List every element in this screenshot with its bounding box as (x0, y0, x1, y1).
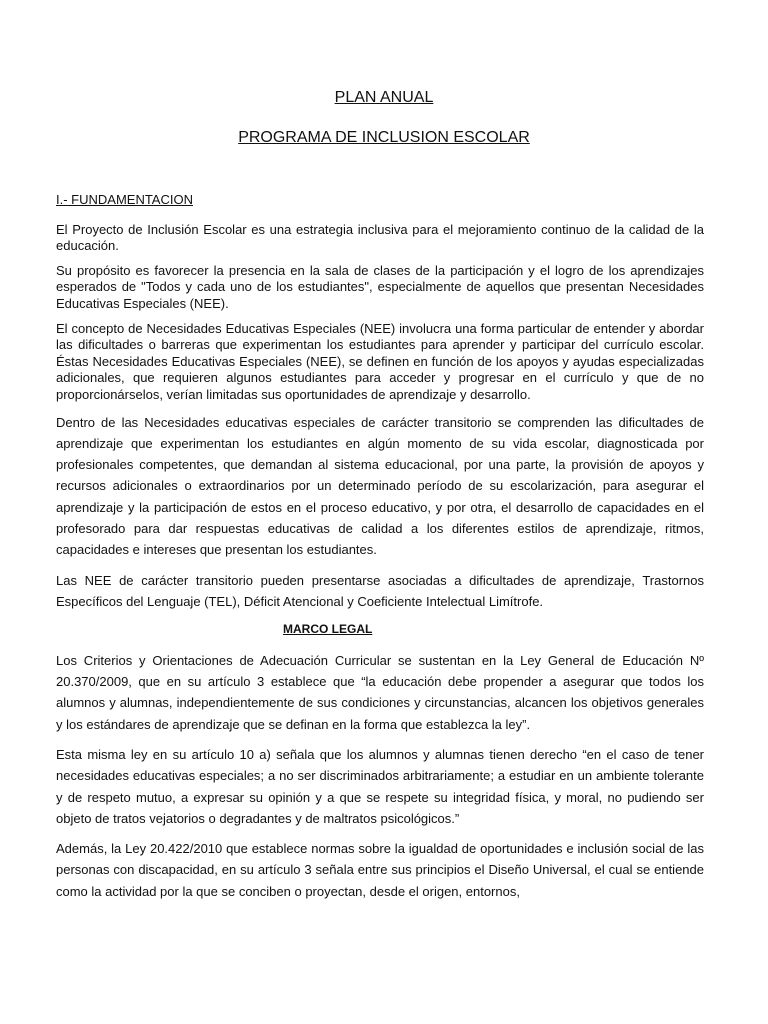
paragraph: Su propósito es favorecer la presencia en la sala de clases de la participación y el logro de los aprendizajes esperados de "Todos y cada uno de los estudiantes", especialmente de aquellos que presentan Necesidades Educativas Especiales (NEE). (56, 262, 704, 311)
paragraph: Además, la Ley 20.422/2010 que establece normas sobre la igualdad de oportunidades e inclusión social de las personas con discapacidad, en su artículo 3 señala entre sus principios el Diseño Universal, el cual se entiende como la actividad por la que se conciben o proyectan, desde el origen, entornos, (56, 841, 704, 899)
paragraph: Los Criterios y Orientaciones de Adecuación Curricular se sustentan en la Ley General de Educación Nº 20.370/2009, que en su artículo 3 establece que “la educación debe propender a asegurar que todos los alumnos y alumnas, independientemente de sus condiciones y circunstancias, alcancen los objetivos generales y los estándares de aprendizaje que se definan en la forma que establezca la ley”. (56, 652, 704, 732)
document-body (56, 192, 704, 911)
paragraph: Dentro de las Necesidades educativas especiales de carácter transitorio se comprenden las dificultades de aprendizaje que experimentan los estudiantes en algún momento de su vida escolar, diagnosticada por profesionales competentes, que demandan al sistema educacional, por una parte, la provisión de apoyos y recursos adicionales o extraordinarios por un determinado período de su escolarización, para asegurar el aprendizaje y la participación de estos en el proceso educativo, y por otra, el desarrollo de capacidades en el profesorado para dar respuestas educativas de calidad a los diferentes estilos de aprendizaje, ritmos, capacidades e intereses que presentan los estudiantes. (56, 414, 704, 558)
document-subtitle: PROGRAMA DE INCLUSION ESCOLAR (238, 129, 530, 146)
section-heading-marco-legal: MARCO LEGAL (283, 622, 373, 637)
section-heading-fundamentacion: I.- FUNDAMENTACION (56, 192, 193, 207)
paragraph: El Proyecto de Inclusión Escolar es una estrategia inclusiva para el mejoramiento continuo de la calidad de la educación. (56, 221, 704, 254)
paragraph: Las NEE de carácter transitorio pueden presentarse asociadas a dificultades de aprendizaje, Trastornos Específicos del Lenguaje (TEL), Déficit Atencional y Coeficiente Intelectual Limítrofe. (56, 572, 704, 609)
document-title: PLAN ANUAL (334, 89, 434, 106)
paragraph: El concepto de Necesidades Educativas Especiales (NEE) involucra una forma particular de entender y abordar las dificultades o barreras que experimentan los estudiantes para aprender y participar del currículo escolar. Éstas Necesidades Educativas Especiales (NEE), se definen en función de los apoyos y ayudas especializadas adicionales, que requieren algunos estudiantes para acceder y progresar en el currículo y que de no proporcionárselos, verían limitadas sus oportunidades de aprendizaje y desarrollo. (56, 320, 704, 402)
paragraph: Esta misma ley en su artículo 10 a) señala que los alumnos y alumnas tienen derecho “en el caso de tener necesidades educativas especiales; a no ser discriminados arbitrariamente; a estudiar en un ambiente tolerante y de respeto mutuo, a expresar su opinión y a que se respete su integridad física, y moral, no pudiendo ser objeto de tratos vejatorios o degradantes y de maltratos psicológicos.” (56, 746, 704, 826)
